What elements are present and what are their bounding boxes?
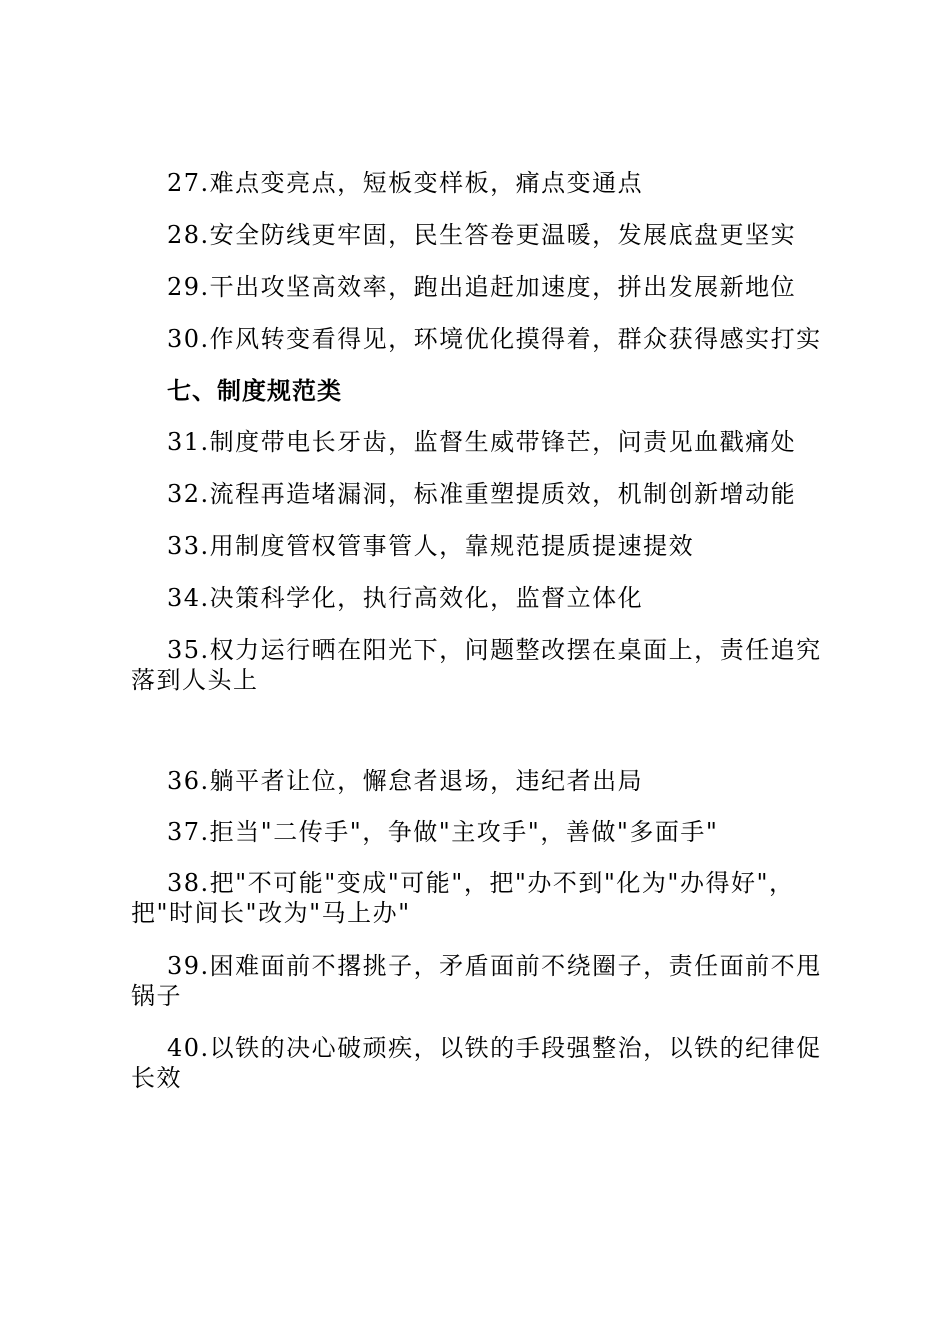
list-item: 32.流程再造堵漏洞，标准重塑提质效，机制创新增动能 xyxy=(167,480,797,508)
list-item: 35.权力运行晒在阳光下，问题整改摆在桌面上，责任追究落到人头上 xyxy=(131,636,822,694)
list-item: 38.把"不可能"变成"可能"，把"办不到"化为"办得好"，把"时间长"改为"马上办" xyxy=(131,869,795,927)
list-item: 27.难点变亮点，短板变样板，痛点变通点 xyxy=(167,169,644,197)
list-item: 40.以铁的决心破顽疾，以铁的手段强整治，以铁的纪律促长效 xyxy=(131,1034,822,1092)
list-item: 31.制度带电长牙齿，监督生威带锋芒，问责见血戳痛处 xyxy=(167,428,797,456)
list-item: 29.干出攻坚高效率，跑出追赶加速度，拼出发展新地位 xyxy=(167,273,797,301)
list-item: 37.拒当"二传手"，争做"主攻手"，善做"多面手" xyxy=(167,818,719,846)
list-item: 28.安全防线更牢固，民生答卷更温暖，发展底盘更坚实 xyxy=(167,221,797,249)
section-heading: 七、制度规范类 xyxy=(167,377,342,405)
list-item: 33.用制度管权管事管人，靠规范提质提速提效 xyxy=(167,532,695,560)
list-item: 30.作风转变看得见，环境优化摸得着，群众获得感实打实 xyxy=(167,325,822,353)
list-item: 34.决策科学化，执行高效化，监督立体化 xyxy=(167,584,644,612)
list-item: 36.躺平者让位，懈怠者退场，违纪者出局 xyxy=(167,767,644,795)
list-item: 39.困难面前不撂挑子，矛盾面前不绕圈子，责任面前不甩锅子 xyxy=(131,952,822,1010)
